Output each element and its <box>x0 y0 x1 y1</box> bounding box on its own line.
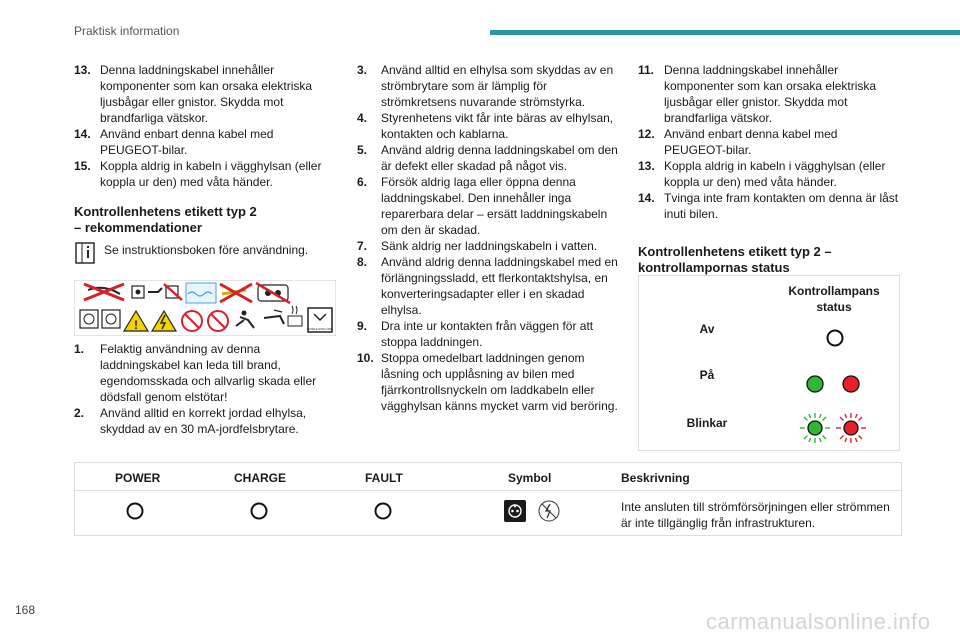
list-item <box>74 341 334 405</box>
watermark: carmanualsonline.info <box>706 609 931 634</box>
list-item <box>638 126 900 158</box>
list-item <box>638 158 900 190</box>
list-item-number: 6. <box>357 175 368 189</box>
list-item-number: 5. <box>357 143 368 157</box>
column-3 <box>638 62 900 276</box>
list-item <box>357 254 622 318</box>
socket-symbol-icon <box>503 499 527 523</box>
fault-lamp-off-icon <box>373 501 393 521</box>
list-item-text: Tvinga inte fram kontakten om denna är låst inuti bilen. <box>664 191 899 221</box>
lamp-row-label-off: Av <box>699 322 715 336</box>
no-power-symbol-icon <box>537 499 561 523</box>
lamp-status-header: Kontrollampans status <box>788 284 880 314</box>
list-item-number: 13. <box>638 159 655 173</box>
list-item-text: Försök aldrig laga eller öppna denna laddningskabel. Den innehåller inga reparerbara delar – ersätt laddningskabeln om den är skadad. <box>381 175 608 237</box>
list-item <box>357 318 622 350</box>
svg-text:HANDLE WITH CARE: HANDLE WITH CARE <box>307 328 333 331</box>
list-item <box>357 238 622 254</box>
list-item-number: 11. <box>638 63 655 77</box>
list-item <box>357 62 622 110</box>
list-item-number: 13. <box>74 63 91 77</box>
list-item-text: Stoppa omedelbart laddningen genom låsning och upplåsning av bilen med fjärrkontrollsnyckeln om laddkabeln eller vägghylsan känns mycket varm vid beröring. <box>381 351 618 413</box>
lamp-blinking-red-icon <box>835 412 867 444</box>
list-item-text: Använd alltid en elhylsa som skyddas av en strömbrytare som är lämplig för strömkretsens nuvarande strömstyrka. <box>381 63 614 109</box>
manual-book-icon <box>74 242 96 264</box>
list-item-number: 10. <box>357 351 374 365</box>
lamp-off-icon <box>825 328 845 348</box>
list-item-number: 9. <box>357 319 368 333</box>
list-item <box>74 126 334 158</box>
lamp-blinking-green-icon <box>799 412 831 444</box>
list-item-text: Dra inte ur kontakten från väggen för att stoppa laddningen. <box>381 319 594 349</box>
col-header-power: POWER <box>115 471 161 485</box>
list-item-number: 2. <box>74 406 85 420</box>
manual-note: Se instruktionsboken före användning. <box>74 242 334 264</box>
list-item-number: 14. <box>74 127 91 141</box>
header-accent-bar <box>490 30 960 35</box>
list-item-text: Använd aldrig denna laddningskabel om den är defekt eller skadad på något vis. <box>381 143 618 173</box>
list-item-number: 7. <box>357 239 368 253</box>
col-header-symbol: Symbol <box>508 471 552 485</box>
list-item-number: 14. <box>638 191 655 205</box>
lamp-status-table <box>638 275 900 451</box>
list-item <box>638 62 900 126</box>
table-divider <box>75 490 901 491</box>
column-1 <box>74 62 334 437</box>
list-item-text: Koppla aldrig in kabeln i vägghylsan (eller koppla ur den) med våta händer. <box>664 159 886 189</box>
no-water-icon <box>186 283 216 303</box>
list-item <box>357 350 622 414</box>
row-description: Inte ansluten till strömförsörjningen eller strömmen är inte tillgänglig från infrastrukturen. <box>621 500 890 530</box>
power-lamp-off-icon <box>125 501 145 521</box>
list-item-text: Sänk aldrig ner laddningskabeln i vatten. <box>381 239 598 253</box>
list-item <box>357 142 622 174</box>
col-header-description: Beskrivning <box>621 471 690 485</box>
section-heading-recommendations: Kontrollenhetens etikett typ 2 – rekommendationer <box>74 204 257 235</box>
list-item-text: Använd alltid en korrekt jordad elhylsa, skyddad av en 30 mA-jordfelsbrytare. <box>100 406 307 436</box>
list-item-text: Använd enbart denna kabel med PEUGEOT-bilar. <box>664 127 838 157</box>
svg-text:!: ! <box>134 318 138 332</box>
status-description-table <box>74 462 902 536</box>
list-item-number: 8. <box>357 255 368 269</box>
list-item-text: Styrenhetens vikt får inte bäras av elhylsan, kontakten och kablarna. <box>381 111 614 141</box>
list-item <box>74 62 334 126</box>
list-item-text: Koppla aldrig in kabeln i vägghylsan (eller koppla ur den) med våta händer. <box>100 159 322 189</box>
list-item-text: Felaktig användning av denna laddningskabel kan leda till brand, egendomsskada och allvarlig skada eller dödsfall genom elstötar! <box>100 342 317 404</box>
page-number: 168 <box>15 603 36 617</box>
list-item-text: Denna laddningskabel innehåller komponenter som kan orsaka elektriska ljusbågar eller gnistor. Skydda mot brandfarliga vätskor. <box>664 63 877 125</box>
lamp-row-label-on: På <box>699 368 715 382</box>
list-item <box>357 110 622 142</box>
list-item-number: 15. <box>74 159 91 173</box>
list-item-number: 12. <box>638 127 655 141</box>
list-item <box>74 405 334 437</box>
lamp-on-green-icon <box>805 374 825 394</box>
lamp-row-label-blinking: Blinkar <box>686 416 728 430</box>
col-header-charge: CHARGE <box>234 471 287 485</box>
lamp-on-red-icon <box>841 374 861 394</box>
section-heading-lamp-status: Kontrollenhetens etikett typ 2 – kontrollampornas status <box>638 244 832 275</box>
warning-signs-label <box>74 280 336 336</box>
column-2 <box>357 62 622 414</box>
list-item <box>357 174 622 238</box>
list-item-text: Använd enbart denna kabel med PEUGEOT-bilar. <box>100 127 274 157</box>
handle-with-care-icon <box>307 308 333 332</box>
list-item <box>74 158 334 190</box>
list-item-text: Denna laddningskabel innehåller komponenter som kan orsaka elektriska ljusbågar eller gnistor. Skydda mot brandfarliga vätskor. <box>100 63 313 125</box>
list-item-number: 4. <box>357 111 368 125</box>
list-item-number: 3. <box>357 63 368 77</box>
list-item-number: 1. <box>74 342 85 356</box>
charge-lamp-off-icon <box>249 501 269 521</box>
list-item-text: Använd aldrig denna laddningskabel med en förlängningssladd, ett flerkontaktshylsa, en konverteringsadapter eller i en skadad elhylsa. <box>381 255 618 317</box>
col-header-fault: FAULT <box>365 471 403 485</box>
page-header-section: Praktisk information <box>74 24 180 38</box>
list-item <box>638 190 900 222</box>
